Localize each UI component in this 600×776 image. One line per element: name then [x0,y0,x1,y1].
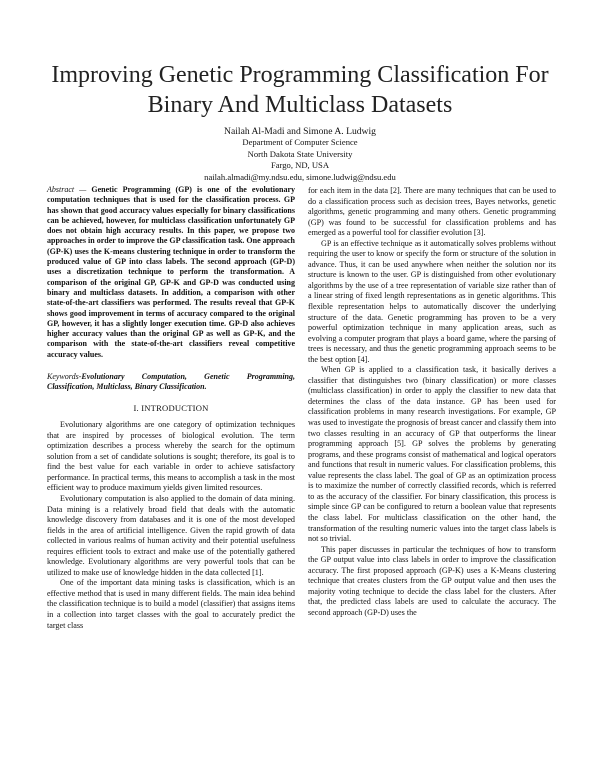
right-column [308,186,556,618]
paragraph: GP is an effective technique as it automatically solves problems without requiring the user to know or specify the form or structure of the solution in advance. Thus, it can be used anywhere when neither the solution nor its structure is known to the user. GP is distinguished from other evolutionary algorithms by the use of a tree representation of variable size rather than of a linear string of fixed length representations as in genetic algorithms. This flexible representation helps to automatically discover the underlying structure of the data. Genetic programming has proven to be a very powerful optimization technique in many application areas, such as evolving a computer program that plays a board game, where the parsing of trees is necessary, and thus the genetic programming approach seems to be the best option [4]. [308,238,556,364]
paragraph: When GP is applied to a classification task, it basically derives a classifier that distinguishes two (binary classification) or more classes (multiclass classification) in order to apply the classifier to new data that determines the class of the data instance. GP has been used for classification problems in many research investigations. For example, GP was used to investigate the prognosis of breast cancer and classify them into two classes resulting in an accuracy of GP that outperforms the linear programming approach [5]. GP solves the problems by generating programs, and these programs consist of mathematical and logical operators and functions that result in numeric values. For classification problems, this value represents the class label. The goal of GP as an optimization process is to maximize the number of correctly classified records, which is referred to as the accuracy of the classifier. For binary classification, this process is simple since GP can be configured to return a boolean value that represents the class label. For multiclass classification on the other hand, the transformation of the resulting numeric values into the target class labels is not so trivial. [308,365,556,544]
paragraph: for each item in the data [2]. There are many techniques that can be used to do a classification process such as decision trees, Bayes networks, genetic algorithms, genetic programming and many others. Genetic programming (GP) was found to be successful for classification problems and has emerged as a powerful tool for classifier evolution [3]. [308,186,556,238]
paragraph: This paper discusses in particular the techniques of how to transform the GP output value into class labels in order to improve the classification accuracy. The first proposed approach (GP-K) uses a K-Means clustering technique that creates clusters from the GP output value and then uses the majority voting technique to decide the class label for the clusters. After that, the predicted class labels are used to calculate the accuracy. The second approach (GP-D) uses the [308,544,556,617]
paper-title: Improving Genetic Programming Classification For Binary And Multiclass Datasets [51,62,549,118]
section-heading-introduction: I. INTRODUCTION [133,402,209,413]
author-emails: nailah.almadi@my.ndsu.edu, simone.ludwig@ndsu.edu [204,171,396,182]
abstract-label: Abstract — [47,185,87,194]
abstract-text: Genetic Programming (GP) is one of the evolutionary computation techniques that is used for the classification process. GP has shown that good accuracy values especially for binary classifications can be achieved, however, for multiclass classification unfortunately GP does not obtain high accuracy results. In this paper, we propose two approaches in order to improve the GP classification task. One approach (GP-K) uses the K-means clustering technique in order to transform the produced value of GP into class labels. The second approach (GP-D) uses a discretization technique to perform the transformation. A comparison of the original GP, GP-K and GP-D was conducted using binary and multiclass datasets. In addition, a comparison with other state-of-the-art classifiers was performed. The results reveal that GP-K shows good improvement in terms of accuracy compared to the original GP, however, it has a slightly longer execution time. GP-D also achieves higher accuracy values than the original GP as well as GP-K, and the comparison with the state-of-the-art classifiers reveal competitive accuracy values. [47,185,295,359]
author-block [100,126,500,183]
paragraph: Evolutionary algorithms are one category of optimization techniques that are inspired by processes of biological evolution. The term optimization describes a process whereby the search for the optimum solution from a set of candidate solutions is sought; therefore, its goal is to find the best value for each variable in order to achieve satisfactory performance. In practical terms, this means to accomplish a task in the most efficient way to produce maximum yields given limited resources. [47,420,295,493]
author-names: Nailah Al-Madi and Simone A. Ludwig [224,126,376,137]
paragraph: One of the important data mining tasks is classification, which is an effective method that is used in many different fields. The main idea behind the classification technique is to build a model (classifier) that assigns items in a collection into target classes with the goal to accurately predict the target class [47,578,295,630]
abstract [47,185,295,360]
keywords-text: Evolutionary Computation, Genetic Programming, Classification, Multiclass, Binary Classification. [47,372,295,392]
paragraph: Evolutionary computation is also applied to the domain of data mining. Data mining is a relatively broad field that deals with the automatic knowledge discovery from databases and it is one of the most developed fields in the area of artificial intelligence. Given the rapid growth of data collected in various realms of human activity and their potential usefulness requires efficient tools to extract and make use of the potentially gathered knowledge. Evolutionary algorithms are very powerful tools that can be utilized to make use of knowledge hidden in the data collected [1]. [47,494,295,577]
author-university: North Dakota State University [247,148,353,159]
author-department: Department of Computer Science [242,137,358,148]
keywords [47,372,295,393]
keywords-label: Keywords- [47,372,82,382]
left-column [47,185,295,631]
author-location: Fargo, ND, USA [270,160,330,171]
